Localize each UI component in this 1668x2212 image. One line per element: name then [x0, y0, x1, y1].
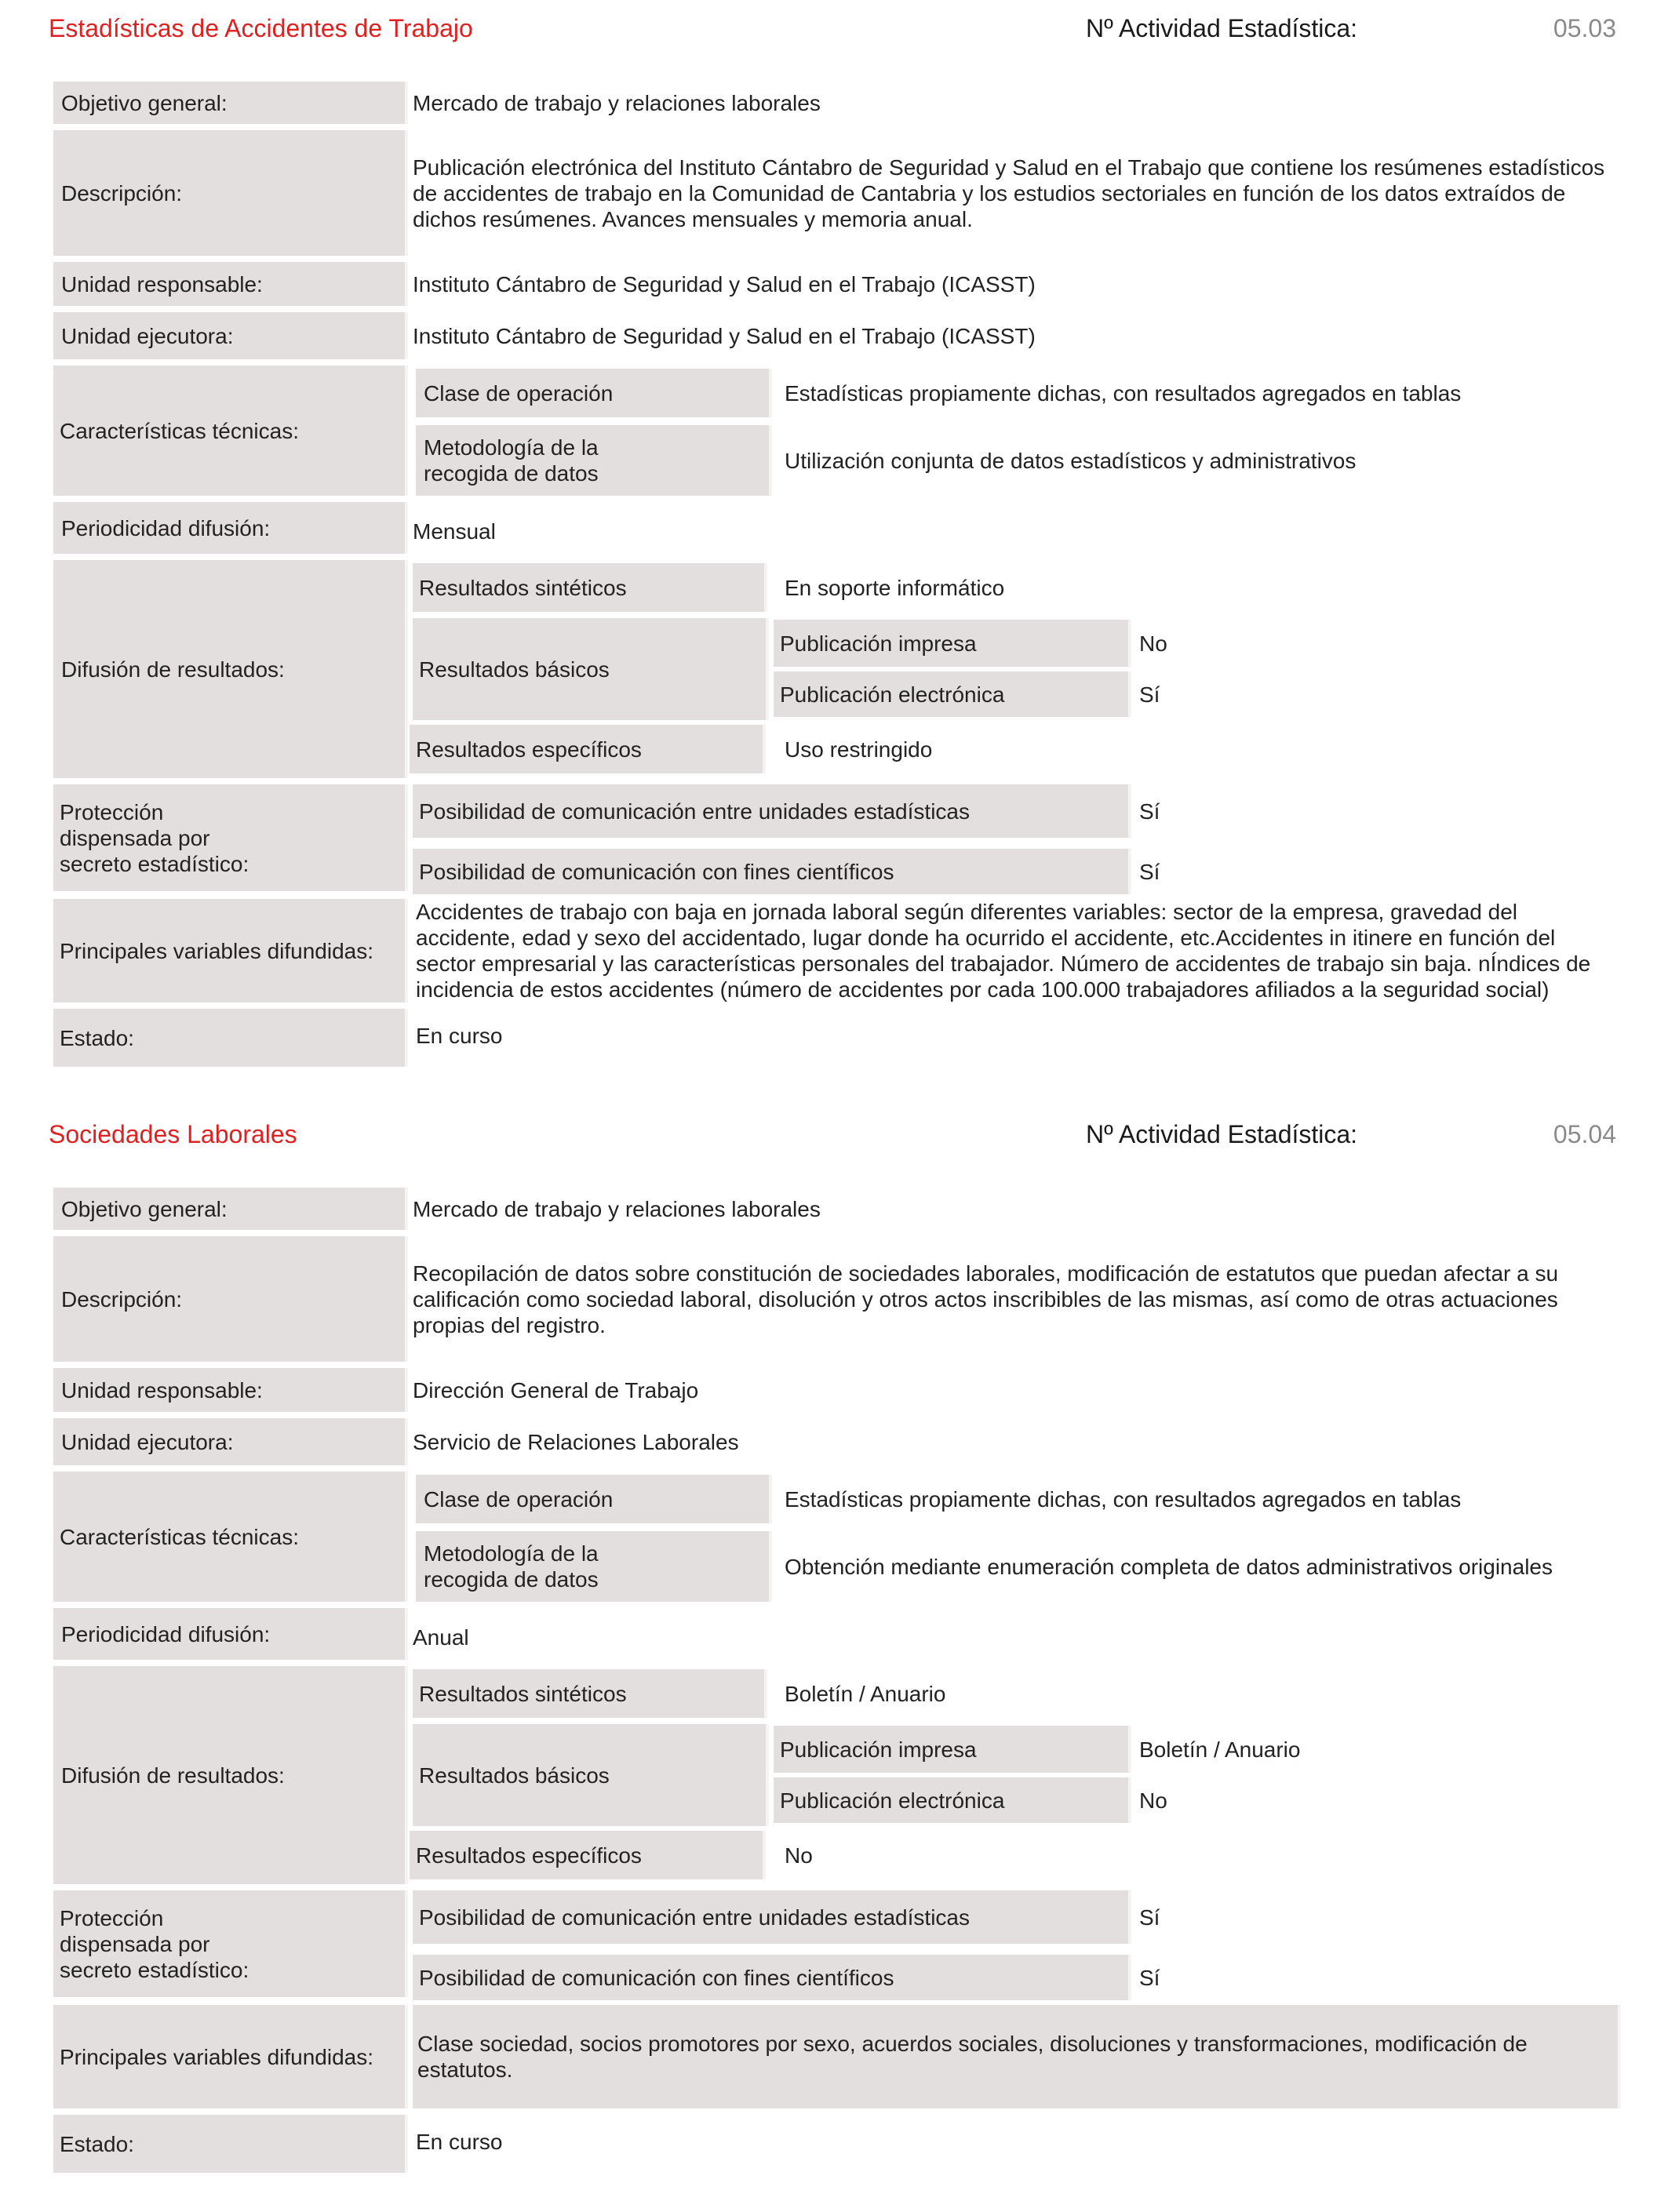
label-proteccion: Protección dispensada por secreto estadístico:: [53, 1890, 408, 1997]
value-publicacion-electronica: Sí: [1139, 682, 1160, 707]
label-difusion-resultados: Difusión de resultados:: [53, 1666, 408, 1884]
label-comunicacion-unidades: Posibilidad de comunicación entre unidades estadísticas: [413, 1890, 1131, 1944]
value-clase-operacion: Estadísticas propiamente dichas, con resultados agregados en tablas: [785, 380, 1462, 406]
label-publicacion-impresa: Publicación impresa: [774, 620, 1131, 667]
label-objetivo-general: Objetivo general:: [53, 1188, 408, 1230]
value-resultados-sinteticos: Boletín / Anuario: [785, 1681, 946, 1706]
label-resultados-sinteticos: Resultados sintéticos: [413, 563, 767, 612]
value-estado: En curso: [416, 1023, 503, 1048]
label-principales-variables: Principales variables difundidas:: [53, 2005, 408, 2108]
label-objetivo-general: Objetivo general:: [53, 82, 408, 124]
value-publicacion-electronica: No: [1139, 1788, 1167, 1813]
label-estado: Estado:: [53, 1009, 408, 1067]
label-estado: Estado:: [53, 2115, 408, 2173]
value-comunicacion-cientificos: Sí: [1139, 1965, 1160, 1990]
activity-label: Nº Actividad Estadística:: [1086, 14, 1358, 42]
value-metodologia: Utilización conjunta de datos estadísticos y administrativos: [785, 448, 1357, 473]
section-sociedades: [0, 1106, 1668, 2212]
label-comunicacion-unidades: Posibilidad de comunicación entre unidades estadísticas: [413, 784, 1131, 838]
value-periodicidad: Mensual: [413, 518, 496, 544]
value-principales-variables: Accidentes de trabajo con baja en jornada laboral según diferentes variables: sector de la empresa, gravedad del accidente, edad y sexo del accidentado, lugar donde ha ocurrido el accidente, etc.Accidentes in itinere en función del sector empresarial y las características personales del trabajador. Número de accidentes de trabajo sin baja. nÍndices de incidencia de estos accidentes (número de accidentes por cada 100.000 trabajadores afiliados a la seguridad social): [416, 900, 1591, 1002]
value-publicacion-impresa: Boletín / Anuario: [1139, 1737, 1301, 1762]
value-objetivo-general: Mercado de trabajo y relaciones laborales: [413, 90, 821, 115]
value-unidad-ejecutora: Servicio de Relaciones Laborales: [413, 1429, 739, 1454]
label-descripcion: Descripción:: [53, 1236, 408, 1362]
value-principales-variables: Clase sociedad, socios promotores por sexo, acuerdos sociales, disoluciones y transformaciones, modificación de estatutos.: [413, 2005, 1621, 2108]
value-periodicidad: Anual: [413, 1624, 469, 1650]
section-title: Sociedades Laborales: [49, 1120, 297, 1148]
label-descripcion: Descripción:: [53, 130, 408, 256]
activity-label: Nº Actividad Estadística:: [1086, 1120, 1358, 1148]
value-resultados-especificos: Uso restringido: [785, 737, 933, 762]
activity-number: 05.04: [1553, 1120, 1616, 1148]
value-comunicacion-unidades: Sí: [1139, 1905, 1160, 1930]
value-unidad-responsable: Dirección General de Trabajo: [413, 1377, 699, 1403]
label-principales-variables: Principales variables difundidas:: [53, 899, 408, 1002]
label-publicacion-electronica: Publicación electrónica: [774, 671, 1131, 717]
label-metodologia: Metodología de la recogida de datos: [416, 425, 772, 496]
value-clase-operacion: Estadísticas propiamente dichas, con resultados agregados en tablas: [785, 1486, 1462, 1512]
label-difusion-resultados: Difusión de resultados:: [53, 560, 408, 778]
activity-number: 05.03: [1553, 14, 1616, 42]
value-unidad-ejecutora: Instituto Cántabro de Seguridad y Salud en el Trabajo (ICASST): [413, 323, 1036, 348]
value-resultados-sinteticos: En soporte informático: [785, 575, 1005, 600]
label-unidad-ejecutora: Unidad ejecutora:: [53, 312, 408, 359]
label-periodicidad: Periodicidad difusión:: [53, 502, 408, 554]
label-comunicacion-cientificos: Posibilidad de comunicación con fines científicos: [413, 849, 1131, 894]
label-comunicacion-cientificos: Posibilidad de comunicación con fines científicos: [413, 1955, 1131, 2000]
label-clase-operacion: Clase de operación: [416, 1475, 772, 1523]
label-resultados-sinteticos: Resultados sintéticos: [413, 1669, 767, 1718]
label-periodicidad: Periodicidad difusión:: [53, 1608, 408, 1660]
label-unidad-responsable: Unidad responsable:: [53, 262, 408, 306]
value-descripcion: Publicación electrónica del Instituto Cántabro de Seguridad y Salud en el Trabajo que contiene los resúmenes estadísticos de accidentes de trabajo en la Comunidad de Cantabria y los estudios sectoriales en función de los datos extraídos de dichos resúmenes. Avances mensuales y memoria anual.: [413, 155, 1605, 231]
label-caracteristicas-tecnicas: Características técnicas:: [53, 366, 408, 496]
value-unidad-responsable: Instituto Cántabro de Seguridad y Salud en el Trabajo (ICASST): [413, 271, 1036, 297]
value-resultados-especificos: No: [785, 1843, 813, 1868]
label-metodologia: Metodología de la recogida de datos: [416, 1531, 772, 1602]
value-comunicacion-unidades: Sí: [1139, 799, 1160, 824]
label-proteccion: Protección dispensada por secreto estadístico:: [53, 784, 408, 891]
label-resultados-basicos: Resultados básicos: [413, 618, 769, 720]
label-publicacion-impresa: Publicación impresa: [774, 1726, 1131, 1773]
value-comunicacion-cientificos: Sí: [1139, 859, 1160, 884]
label-resultados-especificos: Resultados específicos: [410, 1831, 766, 1879]
label-caracteristicas-tecnicas: Características técnicas:: [53, 1472, 408, 1602]
value-descripcion: Recopilación de datos sobre constitución de sociedades laborales, modificación de estatutos que puedan afectar a su calificación como sociedad laboral, disolución y otros actos inscribibles de las mismas, así como de otras actuaciones propias del registro.: [413, 1261, 1559, 1337]
value-objetivo-general: Mercado de trabajo y relaciones laborales: [413, 1196, 821, 1221]
value-publicacion-impresa: No: [1139, 631, 1167, 656]
label-unidad-ejecutora: Unidad ejecutora:: [53, 1418, 408, 1465]
label-clase-operacion: Clase de operación: [416, 369, 772, 417]
label-resultados-basicos: Resultados básicos: [413, 1724, 769, 1826]
section-title: Estadísticas de Accidentes de Trabajo: [49, 14, 473, 42]
label-publicacion-electronica: Publicación electrónica: [774, 1777, 1131, 1823]
value-metodologia: Obtención mediante enumeración completa de datos administrativos originales: [785, 1554, 1553, 1579]
label-unidad-responsable: Unidad responsable:: [53, 1368, 408, 1412]
value-estado: En curso: [416, 2129, 503, 2154]
label-resultados-especificos: Resultados específicos: [410, 725, 766, 773]
